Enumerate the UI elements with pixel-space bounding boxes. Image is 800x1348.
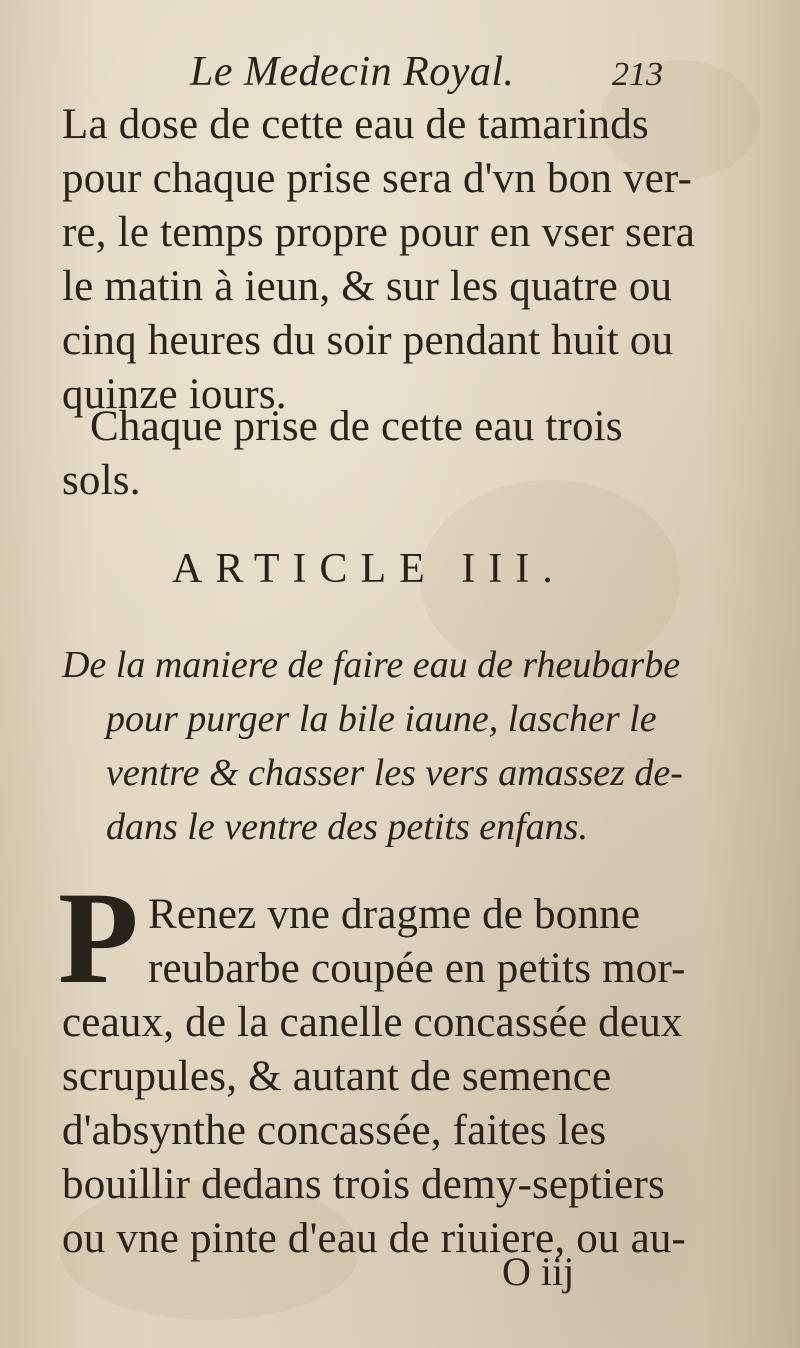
text-line: le matin à ieun, & sur les quatre ou [62,263,673,310]
drop-cap: P [58,864,139,1011]
running-title: Le Medecin Royal. [190,49,515,95]
subtitle-line: De la maniere de faire eau de rheubarbe [62,644,681,686]
signature-mark: O iij [502,1249,575,1294]
text-line: d'absynthe concassée, faites les [62,1107,607,1154]
text-line: Chaque prise de cette eau trois [90,403,623,450]
page-number: 213 [612,56,663,93]
text-line: reubarbe coupée en petits mor- [148,945,686,992]
paragraph-recipe [62,996,686,1266]
article-subtitle [62,638,683,854]
text-line: quinze iours. [62,371,287,418]
article-heading: ARTICLE III. [172,546,566,592]
text-line: ou vne pinte d'eau de riuiere, ou au- [62,1215,687,1262]
running-head [0,44,800,104]
paragraph-dose [62,98,695,422]
text-line: re, le temps propre pour en vser sera [62,209,696,256]
subtitle-line: dans le ventre des petits enfans. [106,806,588,848]
subtitle-line: pour purger la bile iaune, lascher le [106,698,657,740]
paragraph-price [62,400,623,508]
text-line: pour chaque prise sera d'vn bon ver- [62,155,693,202]
text-line: Renez vne dragme de bonne [148,891,641,938]
text-line: La dose de cette eau de tamarinds [62,101,649,148]
text-line: cinq heures du soir pendant huit ou [62,317,674,364]
text-line: scrupules, & autant de semence [62,1053,612,1100]
text-line: ceaux, de la canelle concassée deux [62,999,683,1046]
subtitle-line: ventre & chasser les vers amassez de- [106,752,683,794]
text-line: sols. [62,457,141,504]
text-line: bouillir dedans trois demy-septiers [62,1161,665,1208]
paragraph-recipe-start [148,888,686,996]
